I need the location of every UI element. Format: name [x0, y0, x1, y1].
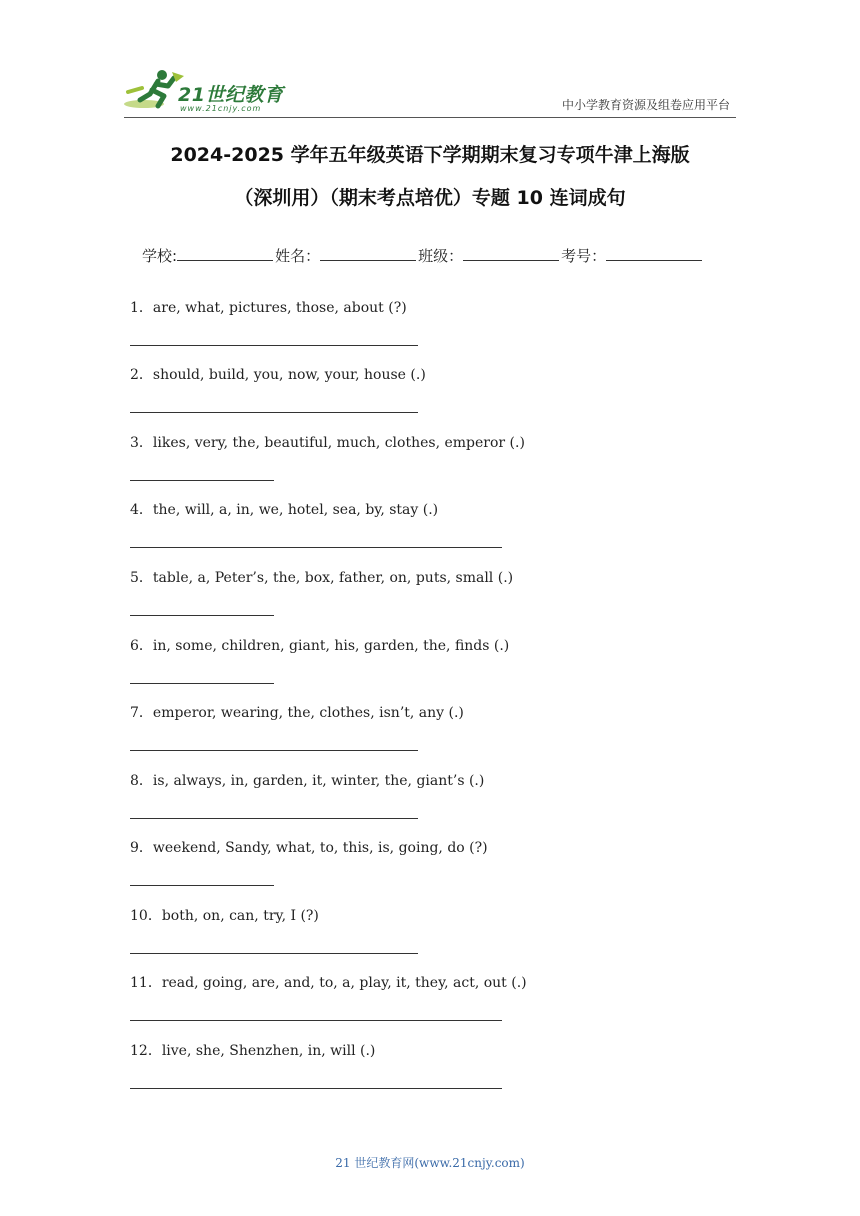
question-6: 6．in, some, children, giant, his, garden, the, finds (.): [130, 638, 510, 654]
site-logo: [122, 66, 292, 116]
answer-line-10[interactable]: [130, 953, 418, 954]
question-5: 5．table, a, Peter’s, the, box, father, on, puts, small (.): [130, 570, 514, 586]
question-1: 1．are, what, pictures, those, about (?): [130, 300, 407, 316]
question-2: 2．should, build, you, now, your, house (.): [130, 367, 426, 383]
header-divider: [124, 117, 736, 118]
answer-line-7[interactable]: [130, 750, 418, 751]
answer-line-2[interactable]: [130, 412, 418, 413]
answer-line-1[interactable]: [130, 345, 418, 346]
document-title-line1: 2024-2025 学年五年级英语下学期期末复习专项牛津上海版: [170, 144, 690, 166]
page-footer: 21 世纪教育网(www.21cnjy.com): [335, 1156, 525, 1170]
name-label: 姓名：: [275, 247, 321, 265]
answer-line-3[interactable]: [130, 480, 274, 481]
answer-line-4[interactable]: [130, 547, 502, 548]
question-12: 12．live, she, Shenzhen, in, will (.): [130, 1043, 376, 1059]
exam-number-label: 考号：: [561, 247, 607, 265]
class-blank[interactable]: [463, 244, 559, 261]
exam-number-blank[interactable]: [606, 244, 702, 261]
class-label: 班级：: [418, 247, 464, 265]
student-info-row: [142, 244, 704, 266]
question-4: 4．the, will, a, in, we, hotel, sea, by, stay (.): [130, 502, 439, 518]
school-blank[interactable]: [177, 244, 273, 261]
logo-url: www.21cnjy.com: [180, 104, 262, 113]
question-9: 9．weekend, Sandy, what, to, this, is, going, do (?): [130, 840, 488, 856]
question-10: 10．both, on, can, try, I (?): [130, 908, 319, 924]
answer-line-5[interactable]: [130, 615, 274, 616]
answer-line-9[interactable]: [130, 885, 274, 886]
answer-line-11[interactable]: [130, 1020, 502, 1021]
answer-line-8[interactable]: [130, 818, 418, 819]
answer-line-6[interactable]: [130, 683, 274, 684]
platform-tagline: 中小学教育资源及组卷应用平台: [561, 98, 730, 112]
document-title-line2: （深圳用）（期末考点培优）专题 10 连词成句: [234, 187, 626, 209]
question-3: 3．likes, very, the, beautiful, much, clothes, emperor (.): [130, 435, 525, 451]
answer-line-12[interactable]: [130, 1088, 502, 1089]
question-7: 7．emperor, wearing, the, clothes, isn’t, any (.): [130, 705, 464, 721]
logo-text: 21世纪教育: [178, 84, 284, 106]
question-8: 8．is, always, in, garden, it, winter, the, giant’s (.): [130, 773, 485, 789]
name-blank[interactable]: [320, 244, 416, 261]
question-11: 11．read, going, are, and, to, a, play, it, they, act, out (.): [130, 975, 527, 991]
school-label: 学校:: [142, 247, 178, 265]
